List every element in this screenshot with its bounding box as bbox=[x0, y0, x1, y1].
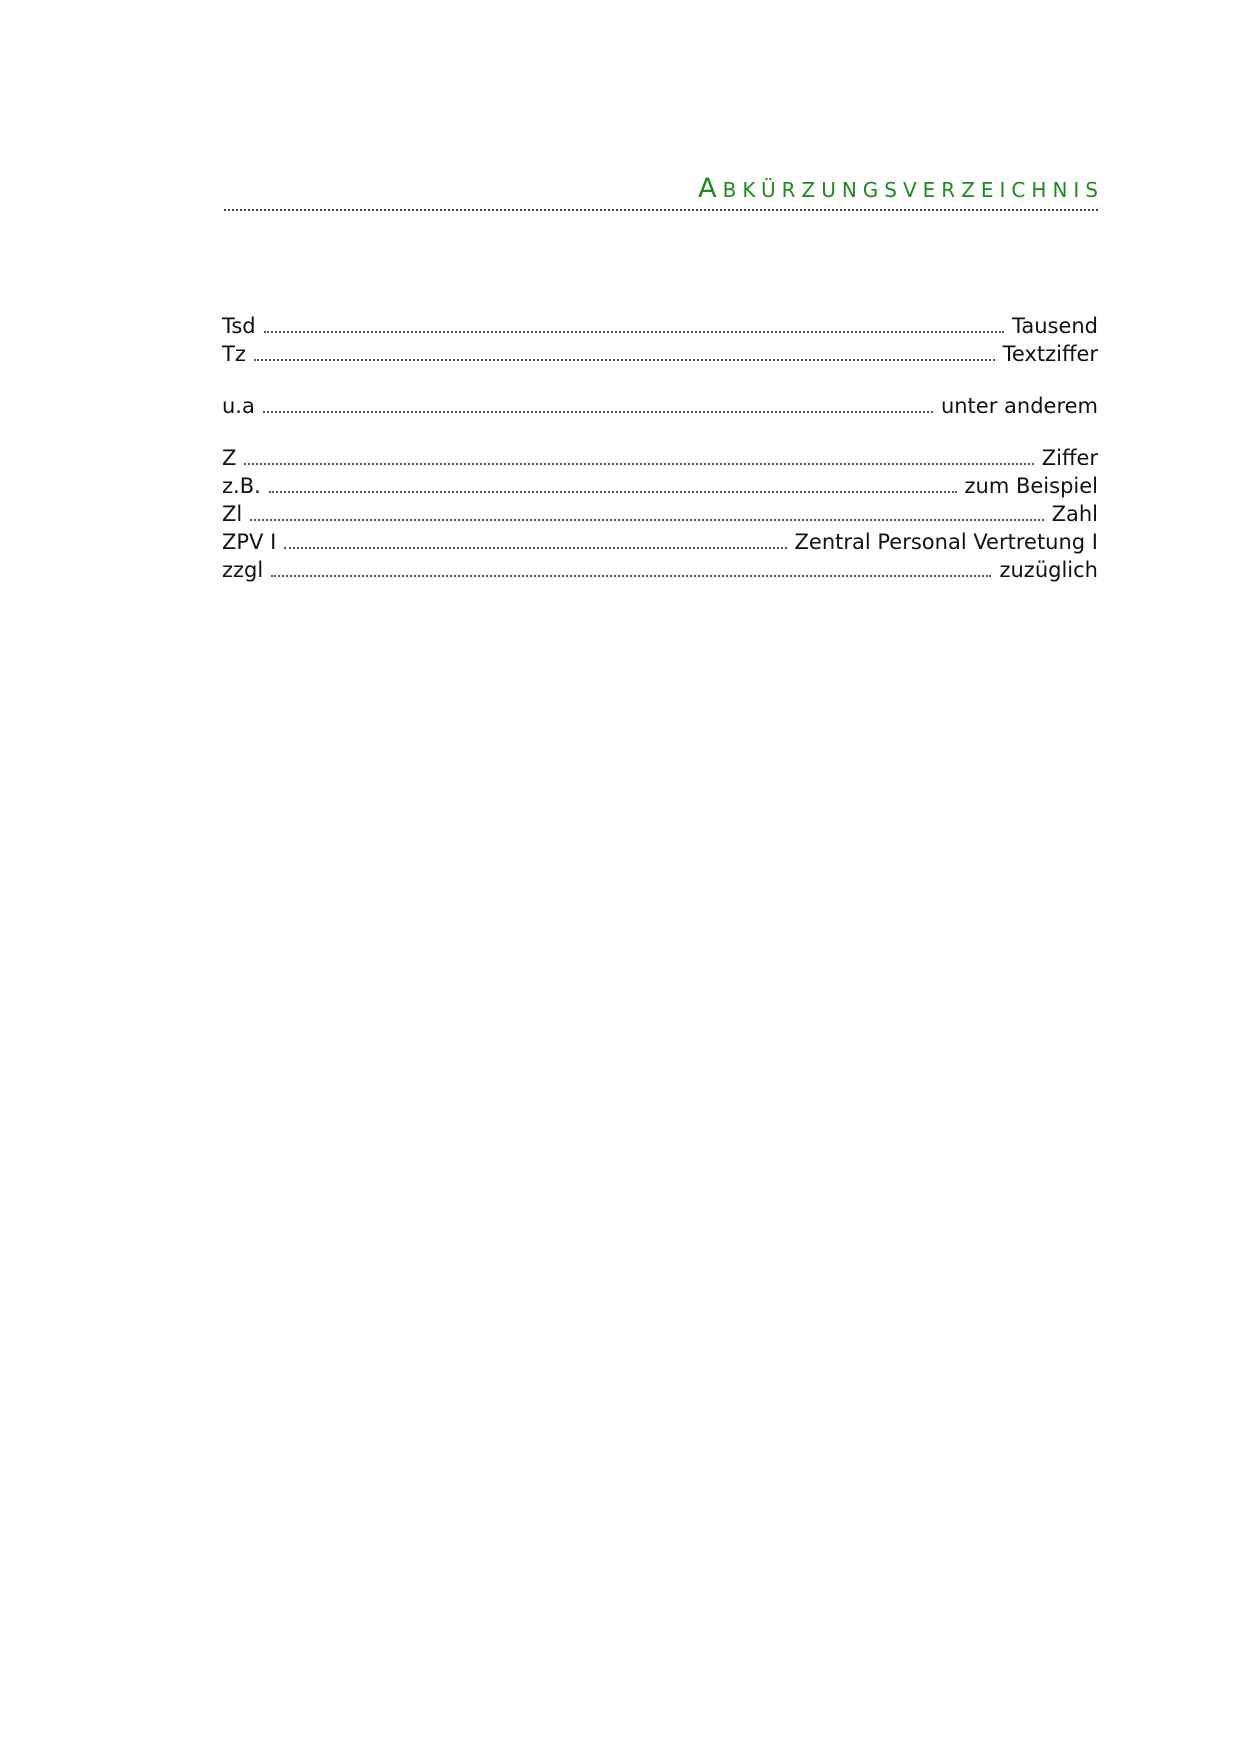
page-header bbox=[224, 173, 1104, 211]
abbreviation-term: Z bbox=[222, 446, 237, 470]
abbreviation-entry bbox=[222, 500, 1098, 528]
abbreviation-group-z bbox=[222, 444, 1098, 584]
dot-leader bbox=[269, 491, 957, 493]
abbreviation-meaning: zuzüglich bbox=[999, 558, 1098, 582]
abbreviation-term: ZPV I bbox=[222, 530, 277, 554]
abbreviation-term: zzgl bbox=[222, 558, 264, 582]
abbreviation-meaning: Textziffer bbox=[1002, 342, 1098, 366]
abbreviation-entry bbox=[222, 392, 1098, 420]
abbreviation-entry bbox=[222, 472, 1098, 500]
abbreviation-entry bbox=[222, 340, 1098, 368]
page-title-initial: A bbox=[698, 173, 723, 204]
dot-leader bbox=[250, 519, 1043, 521]
dot-leader bbox=[263, 411, 933, 413]
page-title bbox=[224, 173, 1104, 204]
abbreviation-meaning: zum Beispiel bbox=[964, 474, 1098, 498]
abbreviation-meaning: Ziffer bbox=[1041, 446, 1098, 470]
abbreviation-meaning: Zentral Personal Vertretung I bbox=[794, 530, 1098, 554]
abbreviation-entry bbox=[222, 528, 1098, 556]
page-title-rest: BKÜRZUNGSVERZEICHNIS bbox=[722, 178, 1104, 202]
header-dotted-rule bbox=[224, 209, 1098, 211]
abbreviation-list bbox=[222, 312, 1098, 608]
abbreviation-meaning: Zahl bbox=[1051, 502, 1098, 526]
dot-leader bbox=[284, 547, 786, 549]
abbreviation-term: Zl bbox=[222, 502, 243, 526]
abbreviation-term: Tz bbox=[222, 342, 246, 366]
abbreviation-group-u bbox=[222, 392, 1098, 420]
abbreviation-entry bbox=[222, 444, 1098, 472]
abbreviation-meaning: Tausend bbox=[1011, 314, 1098, 338]
dot-leader bbox=[254, 359, 995, 361]
abbreviation-term: z.B. bbox=[222, 474, 261, 498]
dot-leader bbox=[271, 575, 991, 577]
dot-leader bbox=[264, 331, 1004, 333]
abbreviation-entry bbox=[222, 556, 1098, 584]
abbreviation-group-t bbox=[222, 312, 1098, 368]
abbreviation-entry bbox=[222, 312, 1098, 340]
abbreviation-meaning: unter anderem bbox=[940, 394, 1098, 418]
abbreviation-term: Tsd bbox=[222, 314, 256, 338]
abbreviation-term: u.a bbox=[222, 394, 255, 418]
dot-leader bbox=[244, 463, 1033, 465]
